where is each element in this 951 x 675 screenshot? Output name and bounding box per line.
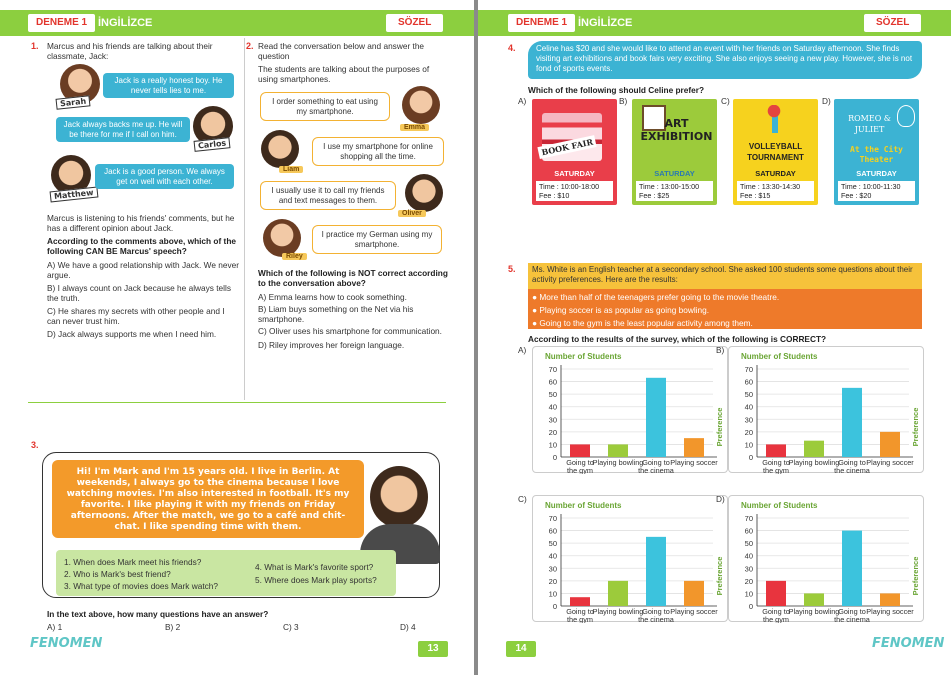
q5-bullet-1-text: More than half of the teenagers prefer going to the movie theatre. xyxy=(539,292,780,302)
q1-number: 1. xyxy=(31,41,39,51)
y-tick-label: 0 xyxy=(552,453,557,462)
chart-a-letter: A) xyxy=(518,345,527,355)
poster-b-title: ART EXHIBITION xyxy=(640,117,713,143)
poster-c-info xyxy=(737,181,814,201)
q2-option-d[interactable]: D) Riley improves her foreign language. xyxy=(258,340,405,350)
y-tick-label: 20 xyxy=(548,576,557,586)
riley-name: Riley xyxy=(282,253,307,260)
emma-bubble: I order something to eat using my smartphone. xyxy=(260,92,390,121)
sarah-name: Sarah xyxy=(56,95,91,110)
bar xyxy=(842,531,862,606)
y-tick-label: 10 xyxy=(744,589,753,599)
x-tick-label: the gym xyxy=(763,615,789,623)
y-tick-label: 10 xyxy=(548,589,557,599)
x-tick-label: Playing soccer xyxy=(866,458,914,467)
poster-a-info xyxy=(536,181,613,201)
section-divider xyxy=(28,402,446,403)
poster-b-day: SATURDAY xyxy=(654,169,695,178)
bar xyxy=(608,444,628,457)
subject-label: İNGİLİZCE xyxy=(98,17,153,29)
poster-theater[interactable] xyxy=(834,99,919,205)
chart-title: Number of Students xyxy=(741,501,818,510)
x-axis-title: Preference xyxy=(715,556,724,596)
bar xyxy=(804,441,824,457)
bar xyxy=(684,438,704,457)
poster-art-exhibition[interactable] xyxy=(632,99,717,205)
x-tick-label: Going to xyxy=(838,607,866,616)
publisher-logo: FENOMEN xyxy=(30,636,103,651)
y-tick-label: 50 xyxy=(744,539,753,549)
x-tick-label: Playing soccer xyxy=(866,607,914,616)
q2-stem: Read the conversation below and answer the question xyxy=(258,41,425,61)
section-label: SÖZEL xyxy=(864,14,921,32)
chart-b[interactable] xyxy=(728,346,924,473)
q3-sub-question-3: 3. What type of movies does Mark watch? xyxy=(64,581,219,591)
x-tick-label: Going to xyxy=(642,607,670,616)
y-tick-label: 20 xyxy=(548,427,557,437)
exam-label: DENEME 1 xyxy=(508,14,575,32)
bar xyxy=(646,378,666,457)
oliver-avatar xyxy=(405,174,443,212)
poster-d-letter: D) xyxy=(822,96,831,106)
chart-c[interactable] xyxy=(532,495,728,622)
q1-stem: Marcus and his friends are talking about their classmate, Jack: xyxy=(47,41,213,61)
chart-title: Number of Students xyxy=(545,501,622,510)
chart-d[interactable] xyxy=(728,495,924,622)
y-tick-label: 50 xyxy=(744,390,753,400)
x-tick-label: Playing bowling xyxy=(788,607,840,616)
y-tick-label: 10 xyxy=(548,440,557,450)
poster-c-title: VOLLEYBALL TOURNAMENT xyxy=(747,142,804,162)
poster-d-subtitle: At the City Theater xyxy=(850,145,903,164)
poster-d-fee: Fee : $20 xyxy=(841,191,872,200)
oliver-bubble: I usually use it to call my friends and text messages to them. xyxy=(260,181,396,210)
q3-sub-question-2: 2. Who is Mark's best friend? xyxy=(64,569,171,579)
section-label: SÖZEL xyxy=(386,14,443,32)
poster-c-fee: Fee : $15 xyxy=(740,191,771,200)
emma-avatar xyxy=(402,86,440,124)
q1-question: According to the comments above, which of the following CAN BE Marcus' speech? xyxy=(47,236,237,256)
q1-option-b[interactable]: B) I always count on Jack because he always tells the truth. xyxy=(47,283,232,303)
chart-title: Number of Students xyxy=(545,352,622,361)
q1-option-c[interactable]: C) He shares my secrets with other people and I can never trust him. xyxy=(47,306,225,326)
x-tick-label: the cinema xyxy=(638,466,674,474)
poster-volleyball[interactable] xyxy=(733,99,818,205)
q4-context: Celine has $20 and she would like to attend an event with her friends on Saturday afternoon. She finds visiting art exhibitions and book fairs very exciting. She also enjoys seeing a new play. However, she is not fond of sports events. xyxy=(536,44,913,73)
page-header xyxy=(0,10,474,36)
x-tick-label: the gym xyxy=(567,615,593,623)
poster-book-fair[interactable] xyxy=(532,99,617,205)
liam-avatar xyxy=(261,130,299,168)
y-tick-label: 70 xyxy=(744,365,753,374)
y-tick-label: 70 xyxy=(548,365,557,374)
x-tick-label: the gym xyxy=(567,466,593,474)
poster-a-letter: A) xyxy=(518,96,527,106)
poster-b-fee: Fee : $25 xyxy=(639,191,670,200)
q2-number: 2. xyxy=(246,41,254,51)
chart-b-letter: B) xyxy=(716,345,725,355)
volleyball-player-icon xyxy=(761,105,787,135)
chart-a[interactable] xyxy=(532,346,728,473)
q4-context-box xyxy=(528,41,922,79)
x-tick-label: Going to xyxy=(762,458,790,467)
q3-option-c[interactable]: C) 3 xyxy=(283,622,299,632)
x-tick-label: Going to xyxy=(566,458,594,467)
y-tick-label: 70 xyxy=(744,514,753,523)
x-tick-label: the gym xyxy=(763,466,789,474)
riley-avatar xyxy=(263,219,301,257)
y-tick-label: 40 xyxy=(548,402,557,412)
riley-bubble: I practice my German using my smartphone. xyxy=(312,225,442,254)
bar xyxy=(842,388,862,457)
q5-bullet-3: ● Going to the gym is the least popular activity among them. xyxy=(532,318,753,328)
q1-context: Marcus is listening to his friends' comments, but he has a different opinion about Jack. xyxy=(47,213,235,233)
poster-d-info xyxy=(838,181,915,201)
q3-option-a[interactable]: A) 1 xyxy=(47,622,63,632)
poster-d-title: ROMEO & JULIET xyxy=(848,114,891,134)
q5-bullet-3-text: Going to the gym is the least popular activity among them. xyxy=(539,318,753,328)
y-tick-label: 50 xyxy=(548,539,557,549)
bar xyxy=(608,581,628,606)
q2-context: The students are talking about the purposes of using smartphones. xyxy=(258,64,430,84)
x-axis-title: Preference xyxy=(911,407,920,447)
poster-b-info xyxy=(636,181,713,201)
x-tick-label: Going to xyxy=(566,607,594,616)
right-page xyxy=(478,0,951,675)
q3-number: 3. xyxy=(31,440,39,450)
q3-option-b[interactable]: B) 2 xyxy=(165,622,181,632)
q2-question: Which of the following is NOT correct according to the conversation above? xyxy=(258,268,448,288)
mark-avatar xyxy=(370,466,428,528)
carlos-bubble: Jack always backs me up. He will be there for me if I call on him. xyxy=(56,117,190,142)
y-tick-label: 30 xyxy=(548,564,557,574)
q1-option-d[interactable]: D) Jack always supports me when I need him. xyxy=(47,329,217,339)
bar xyxy=(766,581,786,606)
chart-title: Number of Students xyxy=(741,352,818,361)
bar xyxy=(646,537,666,606)
y-tick-label: 40 xyxy=(548,551,557,561)
q3-sub-question-4: 4. What is Mark's favorite sport? xyxy=(255,562,374,572)
q5-question: According to the results of the survey, which of the following is CORRECT? xyxy=(528,334,827,344)
y-tick-label: 60 xyxy=(548,526,557,536)
chart-b-svg xyxy=(729,347,925,474)
x-axis-title: Preference xyxy=(911,556,920,596)
x-tick-label: Playing soccer xyxy=(670,607,718,616)
theater-mask-icon xyxy=(897,105,915,127)
x-tick-label: the cinema xyxy=(638,615,674,623)
x-tick-label: Playing bowling xyxy=(592,458,644,467)
y-tick-label: 60 xyxy=(548,377,557,387)
q3-passage: Hi! I'm Mark and I'm 15 years old. I live in Berlin. At weekends, I always go to the cinema because I love watching movies. I'm also interested in football. It's my favorite. I like playing it with my friends on Friday afternoons. After the match, we go to a café and chit-chat. I like spending time with them. xyxy=(66,467,350,532)
publisher-logo: FENOMEN xyxy=(872,636,945,651)
q4-number: 4. xyxy=(508,43,516,53)
x-tick-label: Playing bowling xyxy=(788,458,840,467)
poster-c-time: Time : 13:30-14:30 xyxy=(740,182,801,191)
bar xyxy=(684,581,704,606)
poster-c-day: SATURDAY xyxy=(755,169,796,178)
q5-bullet-2-text: Playing soccer is as popular as going bowling. xyxy=(539,305,710,315)
poster-a-day: SATURDAY xyxy=(554,169,595,178)
poster-b-letter: B) xyxy=(619,96,628,106)
chart-d-letter: D) xyxy=(716,494,725,504)
q3-sub-question-5: 5. Where does Mark play sports? xyxy=(255,575,377,585)
y-tick-label: 20 xyxy=(744,576,753,586)
q3-question: In the text above, how many questions have an answer? xyxy=(47,609,269,619)
q3-option-d[interactable]: D) 4 xyxy=(400,622,416,632)
y-tick-label: 50 xyxy=(548,390,557,400)
column-divider xyxy=(244,38,245,400)
poster-d-time: Time : 10:00-11:30 xyxy=(841,182,901,191)
matthew-name: Matthew xyxy=(50,187,98,203)
subject-label: İNGİLİZCE xyxy=(578,17,633,29)
bar xyxy=(766,444,786,457)
y-tick-label: 40 xyxy=(744,551,753,561)
q1-option-a[interactable]: A) We have a good relationship with Jack. We never argue. xyxy=(47,260,240,280)
y-tick-label: 60 xyxy=(744,526,753,536)
poster-a-title: BOOK FAIR xyxy=(537,135,597,159)
liam-bubble: I use my smartphone for online shopping all the time. xyxy=(312,137,444,166)
liam-name: Liam xyxy=(279,166,303,173)
x-tick-label: Going to xyxy=(838,458,866,467)
bar xyxy=(570,444,590,457)
q3-passage-box xyxy=(52,460,364,538)
chart-d-svg xyxy=(729,496,925,623)
bar xyxy=(880,593,900,606)
y-tick-label: 30 xyxy=(548,415,557,425)
y-tick-label: 60 xyxy=(744,377,753,387)
q4-question: Which of the following should Celine prefer? xyxy=(528,85,705,95)
poster-c-letter: C) xyxy=(721,96,730,106)
sarah-bubble: Jack is a really honest boy. He never tells lies to me. xyxy=(103,73,234,98)
x-axis-title: Preference xyxy=(715,407,724,447)
q2-option-c[interactable]: C) Oliver uses his smartphone for communication. xyxy=(258,326,442,336)
y-tick-label: 20 xyxy=(744,427,753,437)
q5-bullet-2: ● Playing soccer is as popular as going bowling. xyxy=(532,305,710,315)
bar xyxy=(880,432,900,457)
q2-option-a[interactable]: A) Emma learns how to cook something. xyxy=(258,292,407,302)
y-tick-label: 0 xyxy=(552,602,557,611)
page-number: 14 xyxy=(506,641,536,657)
bar xyxy=(804,593,824,606)
poster-b-time: Time : 13:00-15:00 xyxy=(639,182,700,191)
x-tick-label: the cinema xyxy=(834,615,870,623)
x-tick-label: Going to xyxy=(642,458,670,467)
chart-a-svg xyxy=(533,347,729,474)
chart-c-svg xyxy=(533,496,729,623)
bar xyxy=(570,597,590,606)
page-header xyxy=(478,10,951,36)
x-tick-label: the cinema xyxy=(834,466,870,474)
left-page xyxy=(0,0,474,675)
y-tick-label: 70 xyxy=(548,514,557,523)
poster-a-time: Time : 10:00-18:00 xyxy=(539,182,600,191)
x-tick-label: Playing bowling xyxy=(592,607,644,616)
q2-option-b[interactable]: B) Liam buys something on the Net via his smartphone. xyxy=(258,304,414,324)
q3-sub-question-1: 1. When does Mark meet his friends? xyxy=(64,557,202,567)
chart-c-letter: C) xyxy=(518,494,527,504)
x-tick-label: Going to xyxy=(762,607,790,616)
q5-number: 5. xyxy=(508,264,516,274)
page-number: 13 xyxy=(418,641,448,657)
q5-context-box xyxy=(528,263,922,289)
y-tick-label: 10 xyxy=(744,440,753,450)
matthew-bubble: Jack is a good person. We always get on well with each other. xyxy=(95,164,234,189)
y-tick-label: 0 xyxy=(748,602,753,611)
y-tick-label: 30 xyxy=(744,415,753,425)
y-tick-label: 40 xyxy=(744,402,753,412)
x-tick-label: Playing soccer xyxy=(670,458,718,467)
q5-context: Ms. White is an English teacher at a secondary school. She asked 100 students some questions about their activity preferences. Here are the results: xyxy=(532,265,913,284)
exam-label: DENEME 1 xyxy=(28,14,95,32)
y-tick-label: 30 xyxy=(744,564,753,574)
poster-a-fee: Fee : $10 xyxy=(539,191,570,200)
carlos-name: Carlos xyxy=(194,137,231,152)
q5-bullet-1: ● More than half of the teenagers prefer going to the movie theatre. xyxy=(532,292,780,302)
y-tick-label: 0 xyxy=(748,453,753,462)
emma-name: Emma xyxy=(400,124,429,131)
oliver-name: Oliver xyxy=(398,210,426,217)
poster-d-day: SATURDAY xyxy=(856,169,897,178)
